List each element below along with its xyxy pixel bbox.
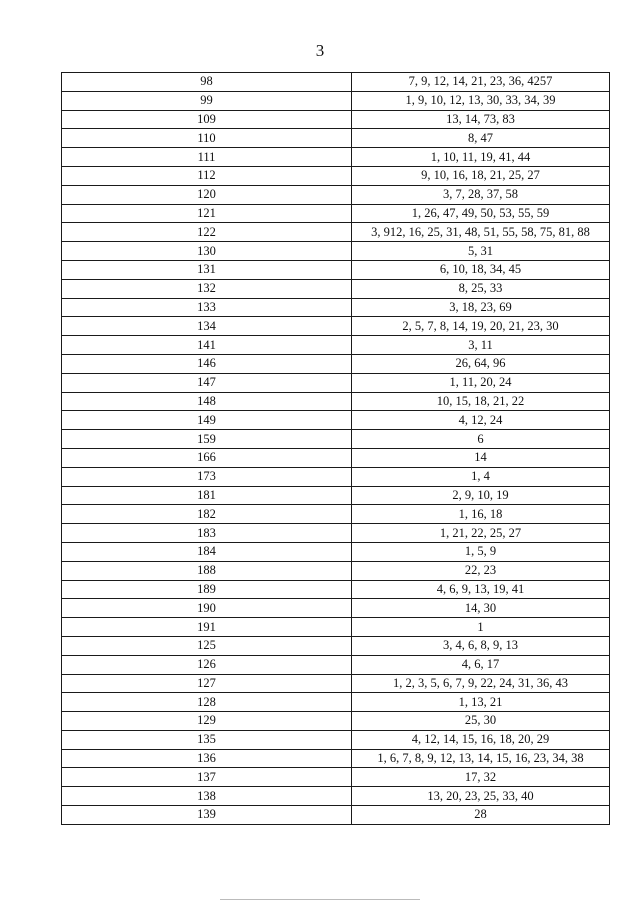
row-code-cell: 110: [62, 129, 352, 148]
table-row: [62, 486, 610, 505]
table-row: [62, 730, 610, 749]
row-values-cell: 8, 47: [352, 129, 610, 148]
row-values-cell: 13, 20, 23, 25, 33, 40: [352, 787, 610, 806]
row-values-cell: 9, 10, 16, 18, 21, 25, 27: [352, 166, 610, 185]
row-code-cell: 121: [62, 204, 352, 223]
row-values-cell: 1, 16, 18: [352, 505, 610, 524]
table-row: [62, 317, 610, 336]
row-code-cell: 122: [62, 223, 352, 242]
row-code-cell: 129: [62, 712, 352, 731]
table-row: [62, 599, 610, 618]
row-code-cell: 99: [62, 91, 352, 110]
table-row: [62, 354, 610, 373]
table-row: [62, 373, 610, 392]
row-values-cell: 25, 30: [352, 712, 610, 731]
row-values-cell: 22, 23: [352, 561, 610, 580]
row-code-cell: 148: [62, 392, 352, 411]
table-row: [62, 580, 610, 599]
row-code-cell: 138: [62, 787, 352, 806]
table-row: [62, 674, 610, 693]
row-values-cell: 7, 9, 12, 14, 21, 23, 36, 4257: [352, 73, 610, 92]
table-row: [62, 411, 610, 430]
row-code-cell: 146: [62, 354, 352, 373]
row-values-cell: 2, 9, 10, 19: [352, 486, 610, 505]
row-code-cell: 120: [62, 185, 352, 204]
row-values-cell: 3, 11: [352, 336, 610, 355]
table-row: [62, 618, 610, 637]
row-values-cell: 1, 26, 47, 49, 50, 53, 55, 59: [352, 204, 610, 223]
table-row: [62, 166, 610, 185]
row-code-cell: 111: [62, 148, 352, 167]
row-values-cell: 1, 13, 21: [352, 693, 610, 712]
row-code-cell: 182: [62, 505, 352, 524]
row-values-cell: 1, 2, 3, 5, 6, 7, 9, 22, 24, 31, 36, 43: [352, 674, 610, 693]
row-values-cell: 4, 12, 14, 15, 16, 18, 20, 29: [352, 730, 610, 749]
table-row: [62, 279, 610, 298]
row-values-cell: 28: [352, 806, 610, 825]
row-values-cell: 1, 10, 11, 19, 41, 44: [352, 148, 610, 167]
row-code-cell: 125: [62, 636, 352, 655]
table-row: [62, 430, 610, 449]
table-row: [62, 749, 610, 768]
row-values-cell: 4, 6, 9, 13, 19, 41: [352, 580, 610, 599]
table-row: [62, 392, 610, 411]
table-row: [62, 110, 610, 129]
table-row: [62, 336, 610, 355]
table-row: [62, 542, 610, 561]
table-row: [62, 448, 610, 467]
table-row: [62, 91, 610, 110]
row-code-cell: 109: [62, 110, 352, 129]
row-code-cell: 136: [62, 749, 352, 768]
row-code-cell: 128: [62, 693, 352, 712]
row-code-cell: 173: [62, 467, 352, 486]
row-values-cell: 1, 5, 9: [352, 542, 610, 561]
table-row: [62, 693, 610, 712]
row-values-cell: 3, 912, 16, 25, 31, 48, 51, 55, 58, 75, 81, 88: [352, 223, 610, 242]
row-code-cell: 112: [62, 166, 352, 185]
row-values-cell: 10, 15, 18, 21, 22: [352, 392, 610, 411]
table-row: [62, 655, 610, 674]
table-row: [62, 129, 610, 148]
row-values-cell: 1, 21, 22, 25, 27: [352, 524, 610, 543]
table-row: [62, 260, 610, 279]
row-values-cell: 4, 6, 17: [352, 655, 610, 674]
row-code-cell: 183: [62, 524, 352, 543]
row-code-cell: 130: [62, 242, 352, 261]
row-code-cell: 133: [62, 298, 352, 317]
row-code-cell: 135: [62, 730, 352, 749]
row-values-cell: 5, 31: [352, 242, 610, 261]
row-values-cell: 2, 5, 7, 8, 14, 19, 20, 21, 23, 30: [352, 317, 610, 336]
row-code-cell: 141: [62, 336, 352, 355]
table-row: [62, 505, 610, 524]
table-row: [62, 298, 610, 317]
row-code-cell: 191: [62, 618, 352, 637]
row-values-cell: 17, 32: [352, 768, 610, 787]
table-row: [62, 561, 610, 580]
table-row: [62, 223, 610, 242]
row-code-cell: 131: [62, 260, 352, 279]
table-row: [62, 148, 610, 167]
table-row: [62, 185, 610, 204]
document-table: [61, 72, 609, 825]
row-values-cell: 1, 4: [352, 467, 610, 486]
row-code-cell: 149: [62, 411, 352, 430]
row-code-cell: 127: [62, 674, 352, 693]
row-values-cell: 14, 30: [352, 599, 610, 618]
row-values-cell: 3, 18, 23, 69: [352, 298, 610, 317]
row-code-cell: 134: [62, 317, 352, 336]
table-row: [62, 204, 610, 223]
table-row: [62, 806, 610, 825]
row-values-cell: 6, 10, 18, 34, 45: [352, 260, 610, 279]
table-row: [62, 242, 610, 261]
row-values-cell: 1, 9, 10, 12, 13, 30, 33, 34, 39: [352, 91, 610, 110]
table-row: [62, 73, 610, 92]
row-values-cell: 1: [352, 618, 610, 637]
row-code-cell: 139: [62, 806, 352, 825]
table-body: [62, 73, 610, 825]
row-values-cell: 3, 4, 6, 8, 9, 13: [352, 636, 610, 655]
row-values-cell: 1, 6, 7, 8, 9, 12, 13, 14, 15, 16, 23, 34, 38: [352, 749, 610, 768]
row-code-cell: 189: [62, 580, 352, 599]
row-values-cell: 3, 7, 28, 37, 58: [352, 185, 610, 204]
row-code-cell: 184: [62, 542, 352, 561]
row-values-cell: 6: [352, 430, 610, 449]
table-row: [62, 636, 610, 655]
row-values-cell: 26, 64, 96: [352, 354, 610, 373]
code-values-table: [61, 72, 610, 825]
row-values-cell: 4, 12, 24: [352, 411, 610, 430]
row-code-cell: 188: [62, 561, 352, 580]
table-row: [62, 524, 610, 543]
row-values-cell: 1, 11, 20, 24: [352, 373, 610, 392]
row-values-cell: 8, 25, 33: [352, 279, 610, 298]
row-code-cell: 147: [62, 373, 352, 392]
row-values-cell: 14: [352, 448, 610, 467]
row-code-cell: 159: [62, 430, 352, 449]
row-code-cell: 126: [62, 655, 352, 674]
page-number: 3: [315, 41, 325, 60]
table-row: [62, 768, 610, 787]
row-code-cell: 190: [62, 599, 352, 618]
row-code-cell: 132: [62, 279, 352, 298]
row-code-cell: 98: [62, 73, 352, 92]
row-values-cell: 13, 14, 73, 83: [352, 110, 610, 129]
table-row: [62, 467, 610, 486]
row-code-cell: 181: [62, 486, 352, 505]
row-code-cell: 166: [62, 448, 352, 467]
table-row: [62, 712, 610, 731]
scan-edge-line: [220, 899, 420, 900]
table-row: [62, 787, 610, 806]
row-code-cell: 137: [62, 768, 352, 787]
